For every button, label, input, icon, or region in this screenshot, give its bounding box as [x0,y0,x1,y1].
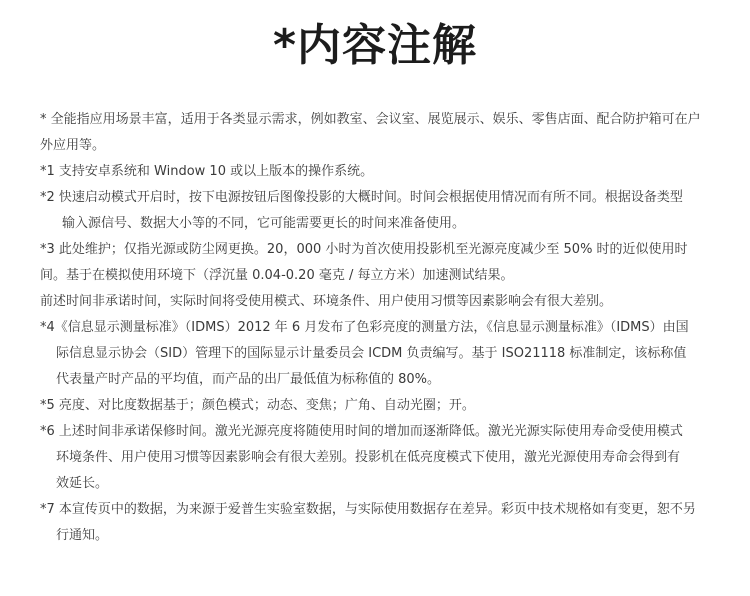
note-line: *1 支持安卓系统和 Window 10 或以上版本的操作系统。 [40,164,374,179]
note-line: 效延长。 [56,476,109,491]
note-line: 输入源信号、数据大小等的不同，它可能需要更长的时间来准备使用。 [62,216,466,231]
note-line: 行通知。 [56,528,109,543]
note-line: *2 快速启动模式开启时，按下电源按钮后图像投影的大概时间。时间会根据使用情况而有所不同。根据设备类型 [40,190,683,205]
note-line: *6 上述时间非承诺保修时间。激光光源亮度将随使用时间的增加而逐渐降低。激光光源实际使用寿命受使用模式 [40,424,683,439]
notes-list [40,107,730,549]
note-line: * 全能指应用场景丰富，适用于各类显示需求，例如教室、会议室、展览展示、娱乐、零售店面、配合防护箱可在户 [40,112,701,127]
note-line: *7 本宣传页中的数据，为来源于爱普生实验室数据，与实际使用数据存在差异。彩页中技术规格如有变更，恕不另 [40,502,696,517]
page-title: *内容注解 [272,20,477,71]
note-line: *4《信息显示测量标准》（IDMS）2012 年 6 月发布了色彩亮度的测量方法，《信息显示测量标准》（IDMS）由国 [40,320,689,335]
note-line: 前述时间非承诺时间，实际时间将受使用模式、环境条件、用户使用习惯等因素影响会有很大差别。 [40,294,613,309]
note-line: 代表量产时产品的平均值，而产品的出厂最低值为标称值的 80%。 [56,372,441,387]
note-line: 间。基于在模拟使用环境下（浮沉量 0.04-0.20 毫克 / 每立方米）加速测试结果。 [40,268,514,283]
note-line: *5 亮度、对比度数据基于；颜色模式；动态、变焦；广角、自动光圈；开。 [40,398,475,413]
note-line: 际信息显示协会（SID）管理下的国际显示计量委员会 ICDM 负责编写。基于 ISO21118 标准制定，该标称值 [56,346,687,361]
note-line: 外应用等。 [40,138,106,153]
note-line: 环境条件、用户使用习惯等因素影响会有很大差别。投影机在低亮度模式下使用，激光光源使用寿命会得到有 [56,450,681,465]
note-line: *3 此处维护；仅指光源或防尘网更换。20，000 小时为首次使用投影机至光源亮度减少至 50% 时的近似使用时 [40,242,688,257]
